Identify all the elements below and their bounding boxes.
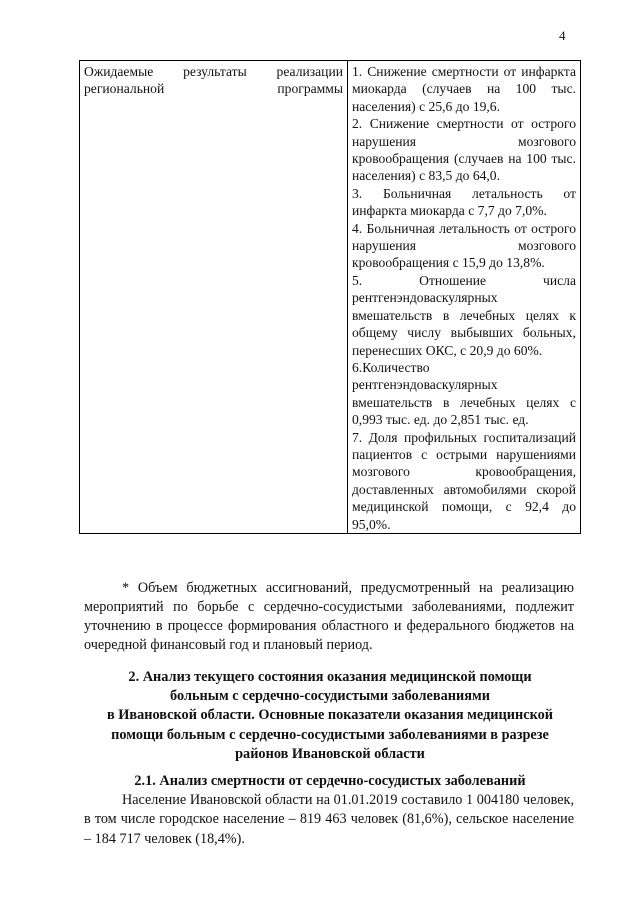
budget-footnote: * Объем бюджетных ассигнований, предусмотренный на реализацию мероприятий по борьбе с сердечно-сосудистыми заболеваниями, подлежит уточнению в процессе формирования областного и федерального бюджетов на очередной финансовый год и плановый период. — [84, 580, 574, 653]
subsection-heading: 2.1. Анализ смертности от сердечно-сосудистых заболеваний — [134, 773, 526, 789]
section-heading-line: помощи больным с сердечно-сосудистыми заболеваниями в разрезе — [111, 726, 549, 743]
page-number: 4 — [559, 28, 566, 43]
result-item-5: 5. Отношение числа рентгенэндоваскулярных вмешательств в лечебных целях к общему числу выбывших больных, перенесших ОКС, с 20,9 до 60%. — [352, 272, 576, 358]
section-heading-line: 2. Анализ текущего состояния оказания медицинской помощи — [128, 669, 532, 685]
section-heading — [80, 668, 580, 764]
table-row — [80, 61, 581, 534]
result-item-1: 1. Снижение смертности от инфаркта миокарда (случаев на 100 тыс. населения) с 25,6 до 19,6. — [352, 64, 576, 114]
result-item-3: 3. Больничная летальность от инфаркта миокарда с 7,7 до 7,0%. — [352, 185, 576, 219]
table-value-cell — [348, 61, 581, 534]
result-item-4: 4. Больничная летальность от острого нарушения мозгового кровообращения с 15,9 до 13,8%. — [352, 220, 576, 271]
expected-results-label: Ожидаемые результаты реализации региональной программы — [84, 64, 343, 97]
population-paragraph: Население Ивановской области на 01.01.2019 составило 1 004180 человек, в том числе городское население – 819 463 человек (81,6%), сельское население – 184 717 человек (18,4%). — [84, 792, 574, 847]
table-label-cell — [80, 61, 348, 534]
expected-results-table — [79, 60, 581, 534]
result-item-6: 6.Количество рентгенэндоваскулярных вмешательств в лечебных целях с 0,993 тыс. ед. до 2,851 тыс. ед. — [352, 359, 576, 428]
section-heading-line: больным с сердечно-сосудистыми заболеваниями — [170, 688, 490, 705]
result-item-7: 7. Доля профильных госпитализаций пациентов с острыми нарушениями мозгового кровообращения, доставленных автомобилями скорой медицинской помощи, с 92,4 до 95,0%. — [352, 429, 576, 532]
section-heading-line: районов Ивановской области — [235, 745, 425, 762]
section-heading-line: в Ивановской области. Основные показатели оказания медицинской — [106, 707, 554, 724]
result-item-2: 2. Снижение смертности от острого нарушения мозгового кровообращения (случаев на 100 тыс. населения) с 83,5 до 64,0. — [352, 116, 576, 184]
